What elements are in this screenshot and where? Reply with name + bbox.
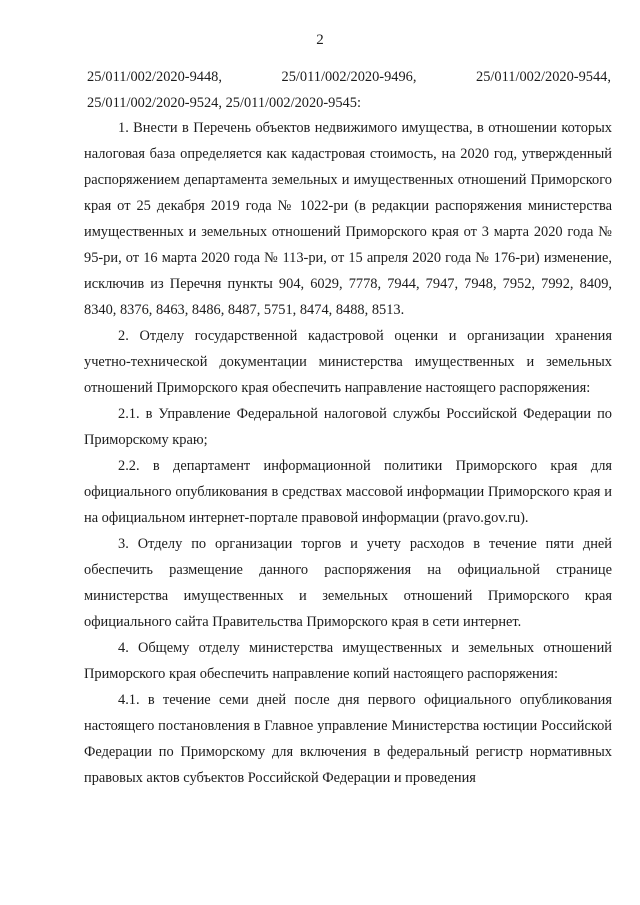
paragraph-2-1: 2.1. в Управление Федеральной налоговой службы Российской Федерации по Приморскому краю; [84, 406, 612, 448]
document-body [84, 115, 612, 791]
registration-number: 25/011/002/2020-9448, [87, 69, 222, 85]
paragraph-1: 1. Внести в Перечень объектов недвижимого имущества, в отношении которых налоговая база определяется как кадастровая стоимость, на 2020 год, утвержденный распоряжением департамента земельных и имущественных отношений Приморского края от 25 декабря 2019 года № 1022-ри (в редакции распоряжения министерства имущественных и земельных отношений Приморского края от 3 марта 2020 года № 95-ри, от 16 марта 2020 года № 113-ри, от 15 апреля 2020 года № 176-ри) изменение, исключив из Перечня пункты 904, 6029, 7778, 7944, 7947, 7948, 7952, 7992, 8409, 8340, 8376, 8463, 8486, 8487, 5751, 8474, 8488, 8513. [84, 120, 612, 318]
paragraph-2: 2. Отделу государственной кадастровой оценки и организации хранения учетно-технической документации министерства имущественных и земельных отношений Приморского края обеспечить направление настоящего распоряжения: [84, 328, 612, 396]
registration-numbers-row: 25/011/002/2020-9524, 25/011/002/2020-9545: [87, 95, 361, 111]
registration-numbers-row [87, 69, 611, 86]
paragraph-4: 4. Общему отделу министерства имущественных и земельных отношений Приморского края обеспечить направление копий настоящего распоряжения: [84, 640, 612, 682]
page-number: 2 [316, 32, 324, 48]
paragraph-2-2: 2.2. в департамент информационной политики Приморского края для официального опубликования в средствах массовой информации Приморского края и на официальном интернет-портале правовой информации (pravo.gov.ru). [84, 458, 612, 526]
paragraph-4-1: 4.1. в течение семи дней после дня первого официального опубликования настоящего постановления в Главное управление Министерства юстиции Российской Федерации по Приморскому для включения в федеральный регистр нормативных правовых актов субъектов Российской Федерации и проведения [84, 692, 612, 786]
registration-number: 25/011/002/2020-9544, [476, 69, 611, 85]
registration-number: 25/011/002/2020-9496, [281, 69, 417, 85]
paragraph-3: 3. Отделу по организации торгов и учету расходов в течение пяти дней обеспечить размещение данного распоряжения на официальной странице министерства имущественных и земельных отношений Приморского края официального сайта Правительства Приморского края в сети интернет. [84, 536, 612, 630]
